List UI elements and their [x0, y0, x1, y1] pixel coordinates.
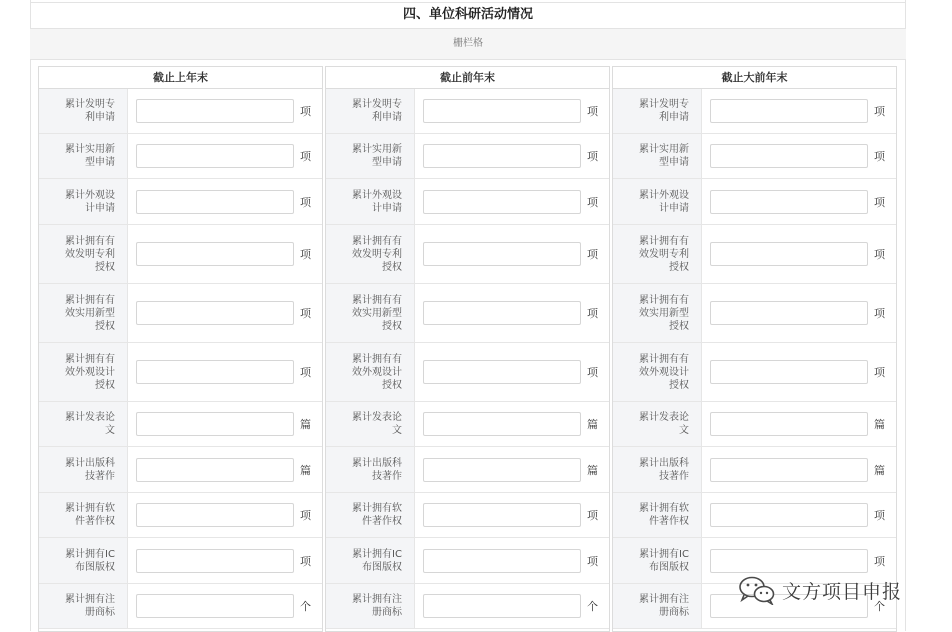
- unit-label: 个: [587, 600, 598, 613]
- count-input[interactable]: [423, 242, 581, 266]
- row-field-cell: [128, 134, 322, 178]
- column-rows: [39, 89, 322, 629]
- section-subheader: 栅栏格: [30, 28, 906, 60]
- row-field-cell: [128, 584, 322, 628]
- unit-label: 篇: [587, 418, 598, 431]
- unit-label: 项: [587, 150, 598, 163]
- row-field-cell: [415, 89, 609, 133]
- unit-label: 项: [300, 105, 311, 118]
- unit-label: 项: [874, 195, 885, 209]
- row-label: 累计拥有注册商标: [613, 584, 702, 628]
- column-year-before-last: [325, 66, 610, 632]
- count-input[interactable]: [136, 190, 294, 214]
- form-row: [326, 134, 609, 179]
- unit-label: 篇: [300, 418, 311, 431]
- unit-label: 个: [874, 600, 885, 613]
- row-field-cell: [128, 493, 322, 537]
- count-input[interactable]: [136, 458, 294, 482]
- row-label: 累计发表论文: [39, 402, 128, 446]
- form-row: [326, 447, 609, 493]
- count-input[interactable]: [423, 549, 581, 573]
- unit-label: 项: [874, 307, 885, 320]
- count-input[interactable]: [710, 549, 868, 573]
- row-label: 累计实用新型申请: [613, 134, 702, 178]
- row-field-cell: [702, 447, 896, 492]
- row-label: 累计拥有有效外观设计授权: [326, 343, 415, 401]
- count-input[interactable]: [710, 99, 868, 123]
- form-row: [326, 493, 609, 538]
- count-input[interactable]: [136, 242, 294, 266]
- unit-label: 项: [874, 150, 885, 163]
- count-input[interactable]: [423, 503, 581, 527]
- unit-label: 项: [300, 195, 311, 209]
- count-input[interactable]: [423, 360, 581, 384]
- row-field-cell: [128, 343, 322, 401]
- unit-label: 项: [300, 509, 311, 522]
- unit-label: 项: [587, 105, 598, 118]
- row-field-cell: [128, 447, 322, 492]
- form-row: [326, 343, 609, 402]
- unit-label: 篇: [874, 463, 885, 477]
- row-field-cell: [702, 225, 896, 283]
- unit-label: 项: [587, 509, 598, 522]
- unit-label: 项: [587, 195, 598, 209]
- column-header: 截止大前年末: [613, 67, 896, 89]
- row-field-cell: [415, 179, 609, 224]
- row-label: 累计拥有软件著作权: [39, 493, 128, 537]
- column-rows: [613, 89, 896, 629]
- row-label: 累计出版科技著作: [326, 447, 415, 492]
- column-header: 截止前年末: [326, 67, 609, 89]
- unit-label: 篇: [587, 463, 598, 477]
- form-row: [326, 89, 609, 134]
- count-input[interactable]: [423, 594, 581, 618]
- count-input[interactable]: [136, 99, 294, 123]
- row-field-cell: [128, 538, 322, 583]
- unit-label: 篇: [300, 463, 311, 477]
- section-title: 四、单位科研活动情况: [402, 7, 533, 22]
- count-input[interactable]: [136, 412, 294, 436]
- unit-label: 项: [300, 150, 311, 163]
- count-input[interactable]: [710, 503, 868, 527]
- form-row: [39, 179, 322, 225]
- row-field-cell: [702, 284, 896, 342]
- unit-label: 项: [874, 554, 885, 568]
- row-label: 累计实用新型申请: [326, 134, 415, 178]
- row-field-cell: [128, 225, 322, 283]
- column-rows: [326, 89, 609, 629]
- count-input[interactable]: [136, 301, 294, 325]
- count-input[interactable]: [710, 412, 868, 436]
- row-label: 累计拥有有效外观设计授权: [39, 343, 128, 401]
- row-label: 累计拥有IC布图版权: [326, 538, 415, 583]
- count-input[interactable]: [423, 301, 581, 325]
- row-label: 累计拥有有效发明专利授权: [326, 225, 415, 283]
- unit-label: 项: [300, 366, 311, 379]
- count-input[interactable]: [423, 99, 581, 123]
- form-row: [613, 284, 896, 343]
- row-field-cell: [415, 584, 609, 628]
- unit-label: 项: [874, 248, 885, 261]
- row-label: 累计实用新型申请: [39, 134, 128, 178]
- row-label: 累计拥有IC布图版权: [39, 538, 128, 583]
- form-row: [613, 447, 896, 493]
- form-row: [613, 179, 896, 225]
- row-label: 累计拥有有效发明专利授权: [39, 225, 128, 283]
- count-input[interactable]: [710, 144, 868, 168]
- watermark-text: 文方项目申报: [782, 580, 903, 603]
- row-label: 累计发表论文: [326, 402, 415, 446]
- data-columns: [38, 66, 898, 632]
- unit-label: 项: [874, 509, 885, 522]
- count-input[interactable]: [136, 360, 294, 384]
- row-label: 累计出版科技著作: [39, 447, 128, 492]
- row-field-cell: [415, 402, 609, 446]
- count-input[interactable]: [136, 549, 294, 573]
- column-header: 截止上年末: [39, 67, 322, 89]
- count-input[interactable]: [710, 458, 868, 482]
- row-label: 累计发明专利申请: [326, 89, 415, 133]
- wechat-icon: [738, 575, 776, 605]
- unit-label: 项: [587, 248, 598, 261]
- row-label: 累计拥有IC布图版权: [613, 538, 702, 583]
- form-row: [39, 284, 322, 343]
- row-label: 累计出版科技著作: [613, 447, 702, 492]
- row-field-cell: [415, 134, 609, 178]
- form-row: [613, 493, 896, 538]
- form-row: [613, 89, 896, 134]
- row-label: 累计拥有注册商标: [39, 584, 128, 628]
- form-row: [613, 402, 896, 447]
- unit-label: 项: [587, 307, 598, 320]
- row-label: 累计外观设计申请: [326, 179, 415, 224]
- row-field-cell: [415, 225, 609, 283]
- form-row: [326, 179, 609, 225]
- unit-label: 项: [587, 366, 598, 379]
- column-last-year: [38, 66, 323, 632]
- count-input[interactable]: [136, 144, 294, 168]
- row-label: 累计拥有有效外观设计授权: [613, 343, 702, 401]
- row-label: 累计发明专利申请: [39, 89, 128, 133]
- row-label: 累计外观设计申请: [39, 179, 128, 224]
- unit-label: 项: [587, 554, 598, 568]
- row-field-cell: [702, 134, 896, 178]
- form-row: [326, 284, 609, 343]
- form-row: [39, 134, 322, 179]
- count-input[interactable]: [710, 301, 868, 325]
- count-input[interactable]: [423, 190, 581, 214]
- row-label: 累计发表论文: [613, 402, 702, 446]
- form-row: [39, 89, 322, 134]
- row-field-cell: [415, 343, 609, 401]
- form-row: [39, 225, 322, 284]
- form-row: [326, 402, 609, 447]
- row-field-cell: [702, 402, 896, 446]
- row-label: 累计拥有软件著作权: [326, 493, 415, 537]
- count-input[interactable]: [710, 242, 868, 266]
- unit-label: 项: [874, 105, 885, 118]
- column-three-years-ago: [612, 66, 897, 632]
- unit-label: 项: [300, 554, 311, 568]
- row-label: 累计发明专利申请: [613, 89, 702, 133]
- row-label: 累计拥有有效实用新型授权: [326, 284, 415, 342]
- row-field-cell: [128, 402, 322, 446]
- row-field-cell: [702, 179, 896, 224]
- row-field-cell: [415, 538, 609, 583]
- count-input[interactable]: [423, 144, 581, 168]
- row-field-cell: [415, 493, 609, 537]
- count-input[interactable]: [136, 503, 294, 527]
- count-input[interactable]: [423, 412, 581, 436]
- form-row: [326, 225, 609, 284]
- unit-label: 项: [300, 307, 311, 320]
- row-field-cell: [415, 447, 609, 492]
- count-input[interactable]: [423, 458, 581, 482]
- form-row: [39, 447, 322, 493]
- unit-label: 项: [874, 366, 885, 379]
- form-row: [326, 538, 609, 584]
- row-label: 累计拥有有效发明专利授权: [613, 225, 702, 283]
- row-field-cell: [128, 89, 322, 133]
- row-field-cell: [702, 89, 896, 133]
- form-row: [613, 134, 896, 179]
- form-row: [613, 343, 896, 402]
- row-label: 累计拥有有效实用新型授权: [39, 284, 128, 342]
- unit-label: 篇: [874, 418, 885, 431]
- form-row: [613, 225, 896, 284]
- row-field-cell: [128, 179, 322, 224]
- count-input[interactable]: [136, 594, 294, 618]
- row-field-cell: [415, 284, 609, 342]
- form-row: [39, 584, 322, 629]
- form-row: [326, 584, 609, 629]
- form-row: [39, 538, 322, 584]
- form-row: [39, 402, 322, 447]
- row-field-cell: [702, 343, 896, 401]
- row-label: 累计拥有有效实用新型授权: [613, 284, 702, 342]
- row-label: 累计拥有注册商标: [326, 584, 415, 628]
- row-field-cell: [128, 284, 322, 342]
- row-field-cell: [702, 493, 896, 537]
- watermark: [738, 575, 902, 605]
- count-input[interactable]: [710, 190, 868, 214]
- count-input[interactable]: [710, 360, 868, 384]
- unit-label: 个: [300, 600, 311, 613]
- row-label: 累计拥有软件著作权: [613, 493, 702, 537]
- unit-label: 项: [300, 248, 311, 261]
- row-label: 累计外观设计申请: [613, 179, 702, 224]
- form-row: [39, 343, 322, 402]
- form-row: [39, 493, 322, 538]
